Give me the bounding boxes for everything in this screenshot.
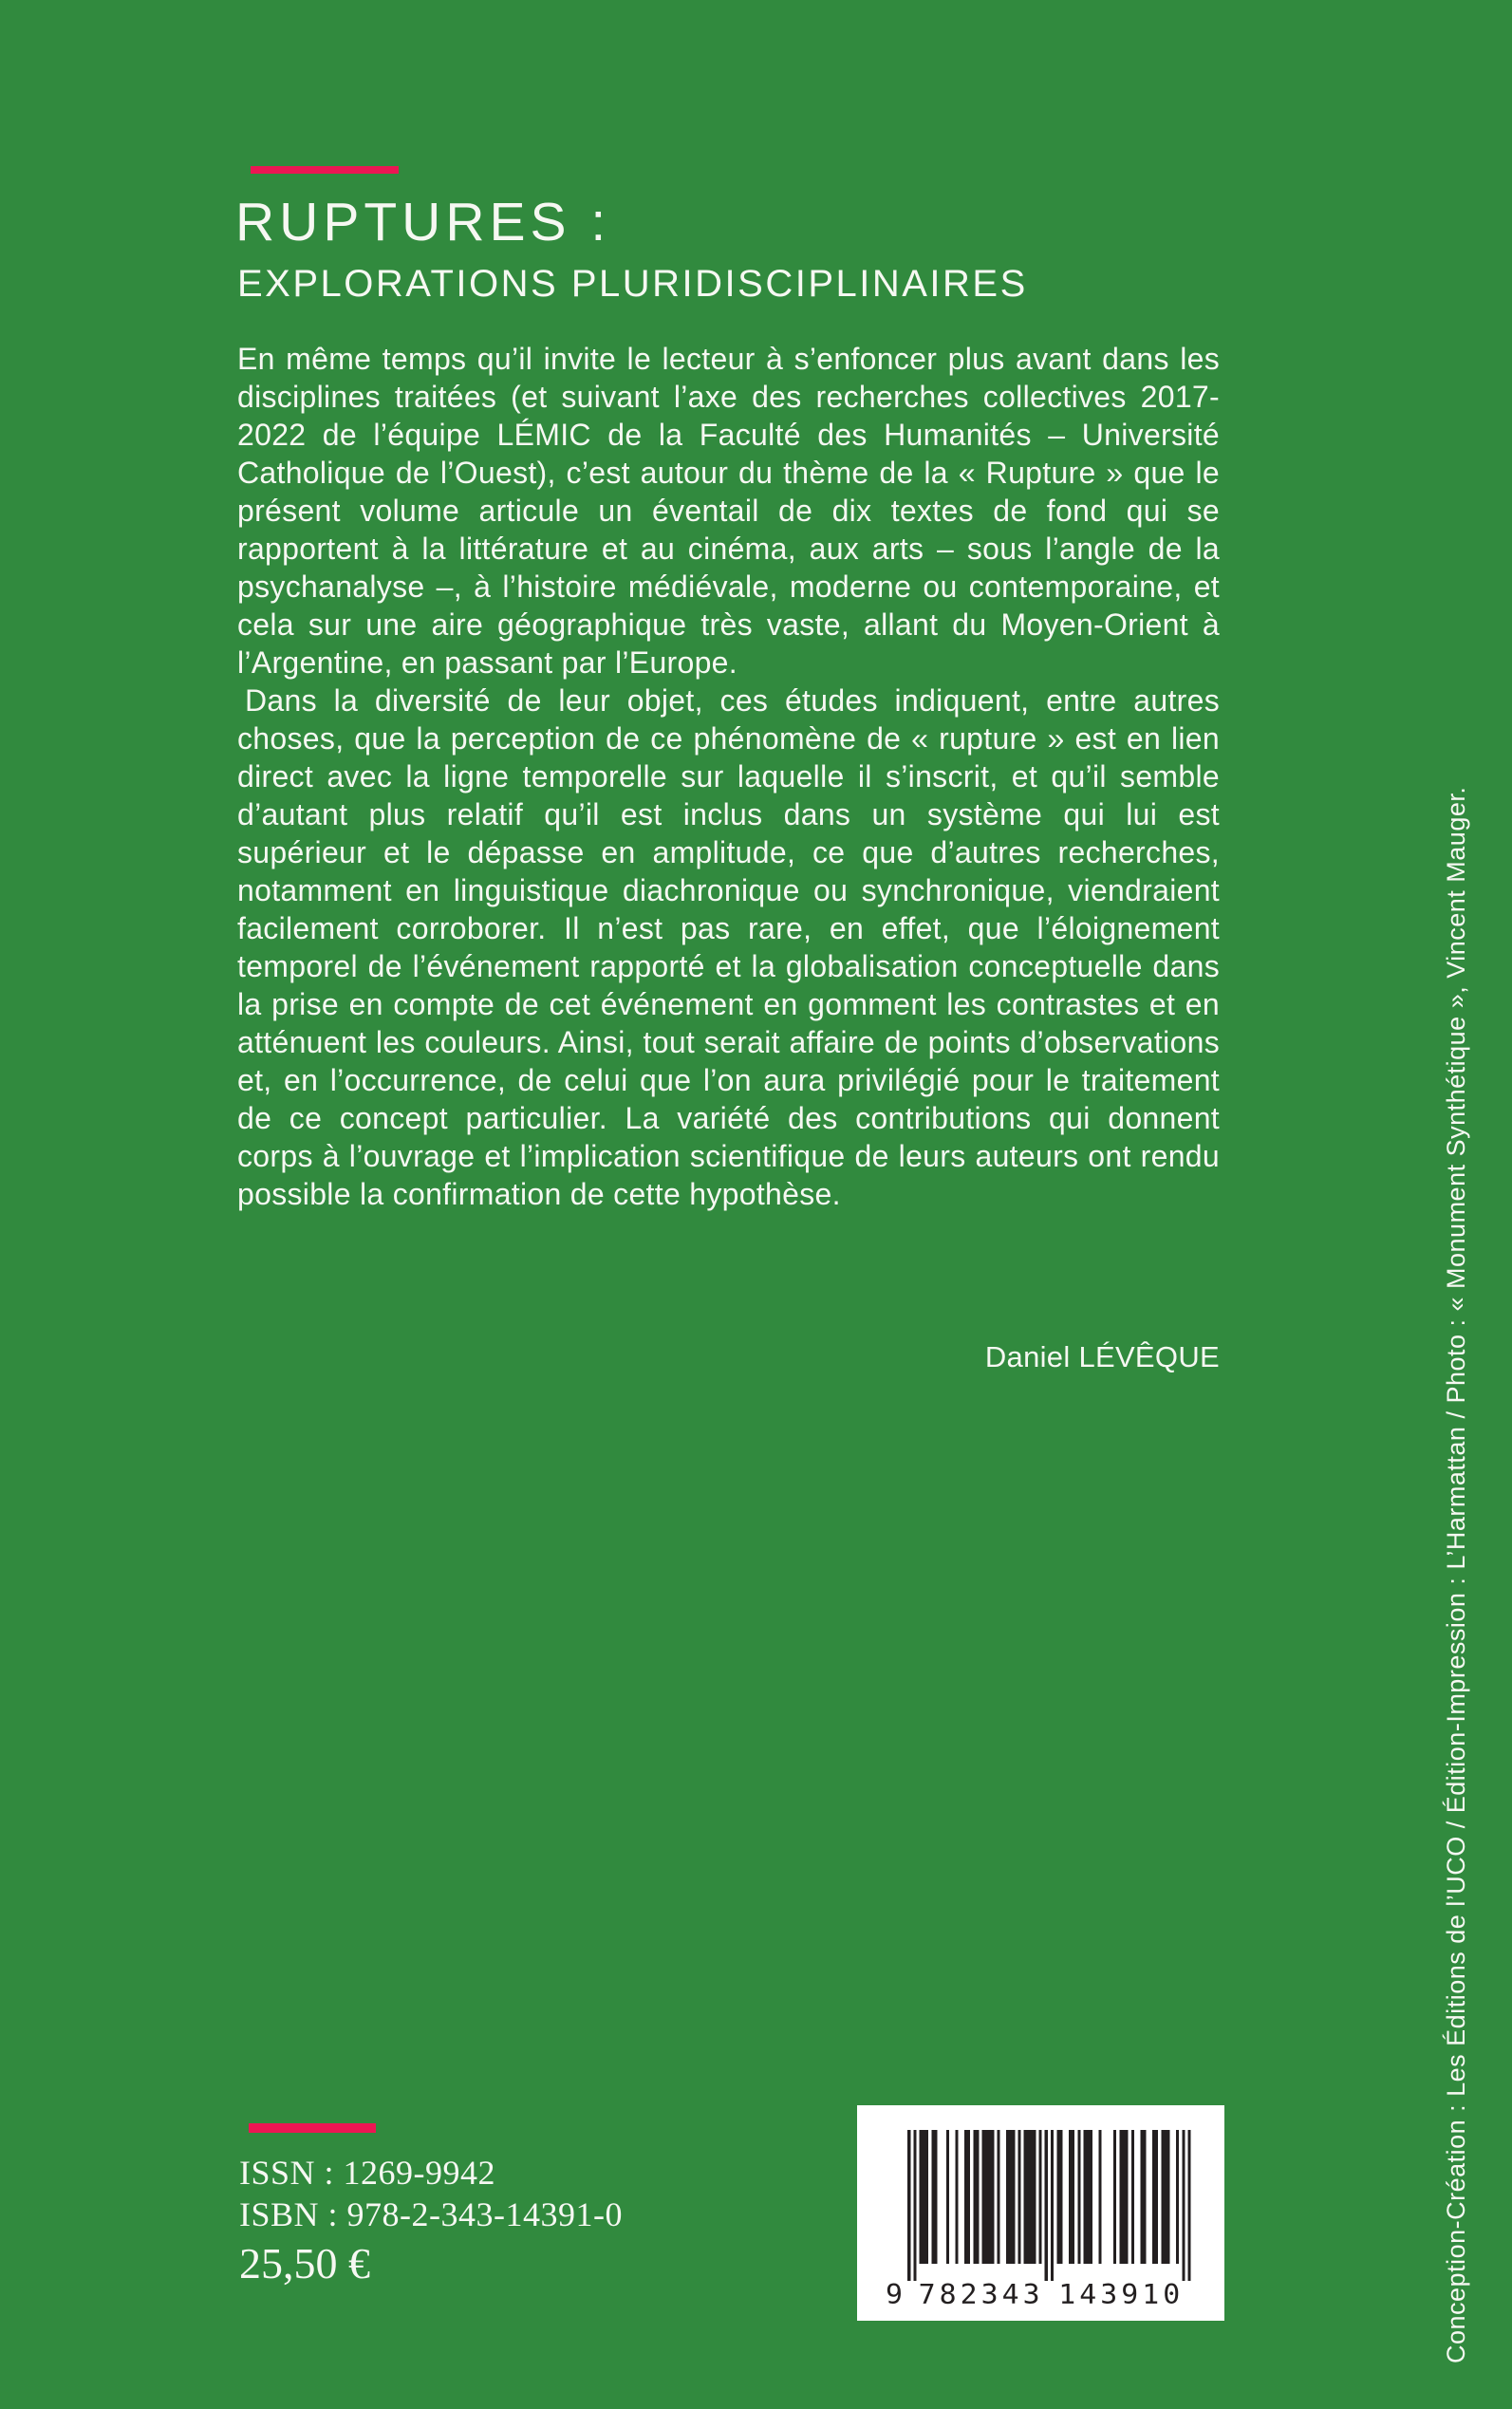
- svg-text:3: 3: [1100, 2278, 1118, 2306]
- accent-rule-top: [251, 166, 399, 174]
- barcode-panel: [857, 2105, 1224, 2321]
- svg-text:4: 4: [1079, 2278, 1097, 2306]
- svg-text:9: 9: [886, 2278, 903, 2306]
- svg-text:1: 1: [1058, 2278, 1076, 2306]
- svg-text:8: 8: [939, 2278, 957, 2306]
- svg-text:4: 4: [1001, 2278, 1019, 2306]
- svg-text:1: 1: [1142, 2278, 1160, 2306]
- blurb: [237, 340, 1220, 1213]
- blurb-paragraph-2: Dans la diversité de leur objet, ces études indiquent, entre autres choses, que la perception de ce phénomène de « rupture » est en lien direct avec la ligne temporelle sur laquelle il s’inscrit, et qu’il semble d’autant plus relatif qu’il est inclus dans un système qui lui est supérieur et le dépasse en amplitude, ce que d’autres recherches, notamment en linguistique diachronique ou synchronique, viendraient facilement corroborer. Il n’est pas rare, en effet, que l’éloignement temporel de l’événement rapporté et la globalisation conceptuelle dans la prise en compte de cet événement en gomment les contrastes et en atténuent les couleurs. Ainsi, tout serait affaire de points d’observations et, en l’occurrence, de celui que l’on aura privilégié pour le traitement de ce concept particulier. La variété des contributions qui donnent corps à l’ouvrage et l’implication scientifique de leurs auteurs ont rendu possible la confirmation de cette hypothèse.: [237, 683, 1220, 1211]
- book-title: RUPTURES :: [235, 192, 611, 252]
- svg-text:7: 7: [918, 2278, 936, 2306]
- isbn-line: ISBN : 978-2-343-14391-0: [239, 2195, 623, 2233]
- ean13-barcode: [884, 2130, 1197, 2306]
- blurb-paragraph-1: En même temps qu’il invite le lecteur à s’enfoncer plus avant dans les disciplines traitées (et suivant l’axe des recherches collectives 2017-2022 de l’équipe LÉMIC de la Faculté des Humanités – Université Catholique de l’Ouest), c’est autour du thème de la « Rupture » que le présent volume articule un éventail de dix textes de fond qui se rapportent à la littérature et au cinéma, aux arts – sous l’angle de la psychanalyse –, à l’histoire médiévale, moderne ou contemporaine, et cela sur une aire géographique très vaste, allant du Moyen-Orient à l’Argentine, en passant par l’Europe.: [237, 342, 1220, 680]
- accent-rule-bottom: [249, 2123, 376, 2133]
- svg-text:9: 9: [1121, 2278, 1139, 2306]
- book-subtitle: EXPLORATIONS PLURIDISCIPLINAIRES: [237, 263, 1028, 305]
- spine-credit: Conception-Création : Les Éditions de l’UCO / Édition-Impression : L’Harmattan / Photo : « Monument Synthétique », Vincent Mauger.: [1442, 786, 1470, 2363]
- price-label: 25,50 €: [239, 2239, 370, 2288]
- svg-text:3: 3: [980, 2278, 999, 2306]
- svg-text:3: 3: [1022, 2278, 1040, 2306]
- author-name: Daniel LÉVÊQUE: [984, 1340, 1220, 1373]
- svg-text:2: 2: [960, 2278, 978, 2306]
- issn-line: ISSN : 1269-9942: [239, 2154, 496, 2192]
- svg-text:0: 0: [1163, 2278, 1181, 2306]
